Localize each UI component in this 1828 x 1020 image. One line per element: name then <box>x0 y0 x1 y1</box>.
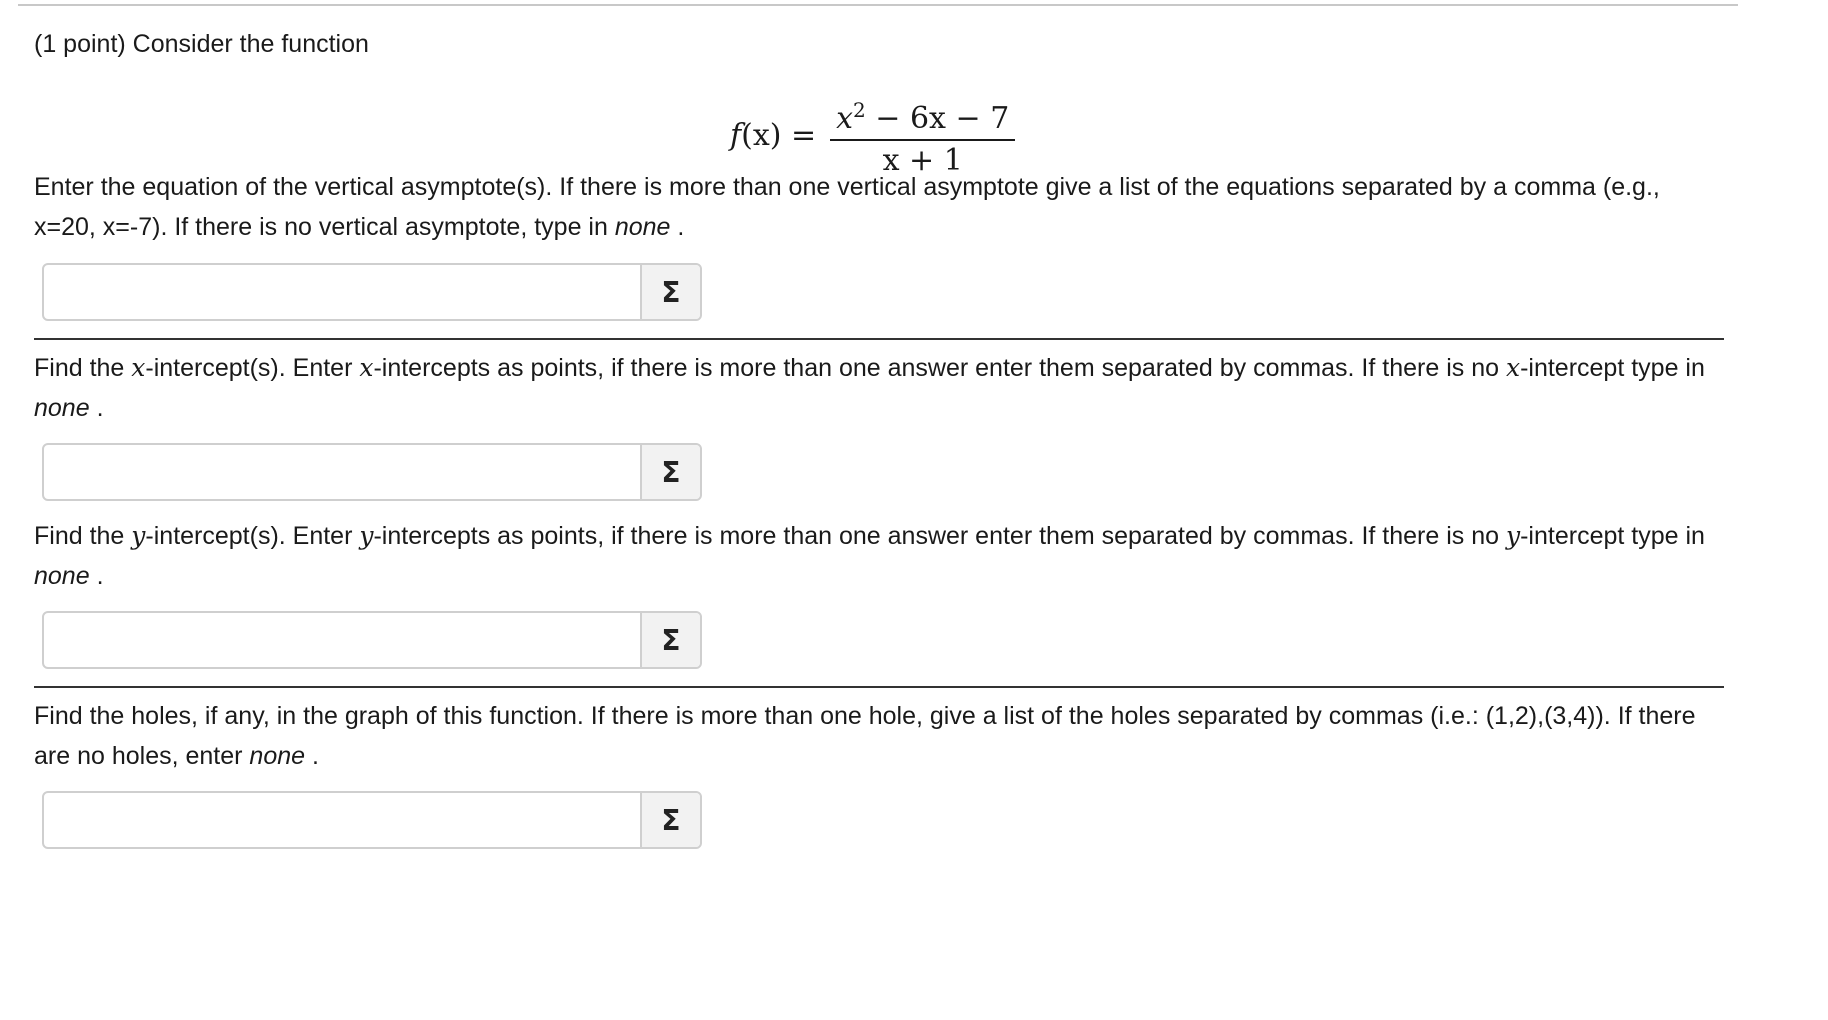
formula-fn-arg: (x) = <box>741 117 817 153</box>
math-var: y <box>1505 521 1521 550</box>
problem-header <box>34 24 1724 64</box>
formula-lhs <box>730 118 816 153</box>
sigma-icon: Σ <box>661 803 681 837</box>
answer-input-x-intercept[interactable] <box>44 445 640 499</box>
question-prompt: -intercept(s). Enter <box>145 522 360 550</box>
equation-editor-button[interactable] <box>640 445 700 499</box>
top-divider <box>18 4 1738 6</box>
answer-input-holes[interactable] <box>44 793 640 847</box>
none-keyword: none <box>249 742 306 770</box>
formula-numerator <box>830 90 1015 141</box>
sigma-icon: Σ <box>661 455 681 489</box>
numerator-var: x <box>836 100 854 136</box>
question-prompt: -intercept(s). Enter <box>145 354 360 382</box>
question-text <box>34 696 1724 776</box>
question-suffix: . <box>89 394 104 422</box>
equation-editor-button[interactable] <box>640 265 700 319</box>
sigma-icon: Σ <box>661 275 681 309</box>
section-divider <box>34 686 1724 688</box>
section-divider <box>34 338 1724 340</box>
answer-box-holes <box>42 791 702 849</box>
answer-input-vertical-asymptote[interactable] <box>44 265 640 319</box>
answer-box-x-intercept <box>42 443 702 501</box>
numerator-exponent: 2 <box>853 97 866 122</box>
sigma-icon: Σ <box>661 623 681 657</box>
none-keyword: none <box>34 562 90 590</box>
question-prompt: -intercepts as points, if there is more than one answer enter them separated by commas. If there is no <box>373 522 1506 550</box>
question-prompt: Find the <box>34 354 132 382</box>
question-prompt: Find the <box>34 522 132 550</box>
math-var: y <box>131 521 146 550</box>
question-text <box>34 516 1724 596</box>
numerator-rest: − 6x − 7 <box>865 100 1010 136</box>
math-var: x <box>359 353 374 382</box>
question-prompt: -intercept type in <box>1520 354 1705 382</box>
equation-editor-button[interactable] <box>640 793 700 847</box>
question-prompt: Find the holes, if any, in the graph of this function. If there is more than one hole, give a list of the holes separated by commas (i.e.: (1,2),(3,4)). If there are no holes, enter <box>34 702 1696 770</box>
problem-title: (1 point) Consider the function <box>34 30 369 58</box>
math-var: x <box>131 353 146 382</box>
question-prompt: -intercept type in <box>1520 522 1705 550</box>
answer-input-y-intercept[interactable] <box>44 613 640 667</box>
formula-denominator: x + 1 <box>882 142 963 178</box>
answer-box-y-intercept <box>42 611 702 669</box>
question-text <box>34 167 1724 247</box>
formula-fn-name: f <box>730 117 742 153</box>
question-holes <box>34 696 1724 776</box>
question-x-intercept <box>34 348 1724 428</box>
math-var: x <box>1505 353 1521 382</box>
none-keyword: none <box>614 213 671 241</box>
question-prompt: -intercepts as points, if there is more than one answer enter them separated by commas. If there is no <box>373 354 1506 382</box>
question-suffix: . <box>670 213 685 241</box>
question-prompt: Enter the equation of the vertical asymptote(s). If there is more than one vertical asymptote give a list of the equations separated by a comma (e.g., x=20, x=-7). If there is no vertical asymptote, type in <box>34 173 1660 241</box>
math-var: y <box>359 521 374 550</box>
question-vertical-asymptote <box>34 167 1724 247</box>
question-suffix: . <box>305 742 319 770</box>
answer-box-vertical-asymptote <box>42 263 702 321</box>
none-keyword: none <box>34 394 90 422</box>
question-y-intercept <box>34 516 1724 596</box>
question-text <box>34 348 1724 428</box>
equation-editor-button[interactable] <box>640 613 700 667</box>
question-suffix: . <box>89 562 104 590</box>
